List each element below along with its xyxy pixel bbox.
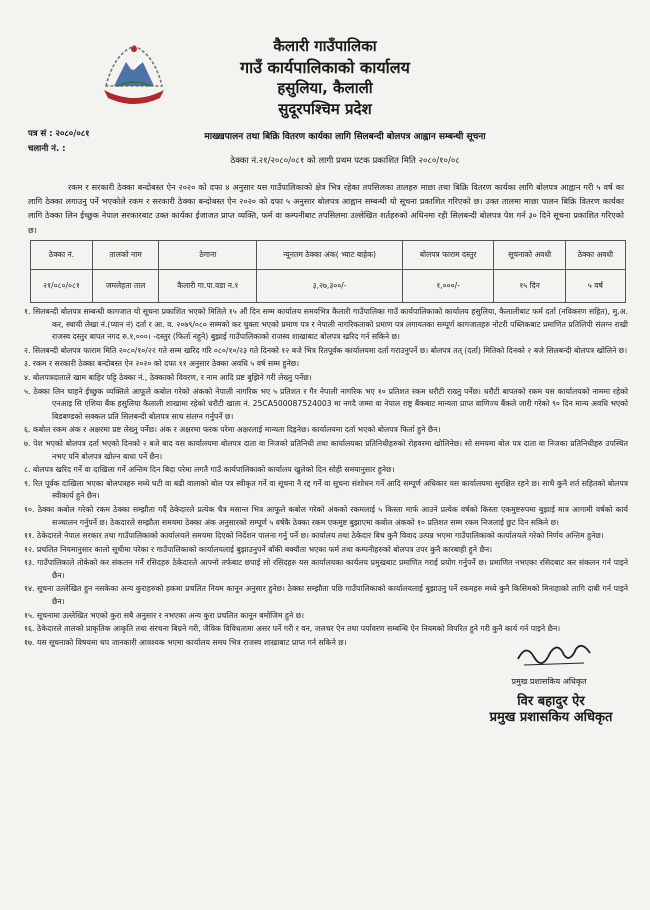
notice-subject: माख्खपालन तथा बिक्रि वितरण कार्यका लागि सिलबन्दी बोलपत्र आह्वान सम्बन्धी सूचना — [204, 132, 486, 142]
signatory-name: विर बहादुर ऐर — [517, 694, 585, 709]
table-cell-form-fee: १,०००/- — [402, 270, 494, 303]
column-header: तालको नाम — [93, 241, 159, 270]
header-location: हसुलिया, कैलाली — [277, 79, 373, 97]
term-clause: ७. पेश भएको बोलपत्र दर्ता भएको दिनको २ बजे बाद यस कार्यालयमा बोलपत्र दाता वा निजको प्रतिनिधी तथा कार्यालयका प्रतिनिधीहरुको रोहवरमा खोलिनेछ। सो समयमा बोल पत्र दाता वा निजका प्रतिनिधीहरु उपस्थित नभए पनि बोलपत्र खोल्न बाधा पर्ने छैन। — [24, 438, 628, 461]
tender-table-header-row — [31, 241, 626, 270]
term-clause: १०. ठेक्का कबोल गरेको रकम ठेक्का सम्झौता गर्दै ठेकेदारले प्रत्येक चैत्र मसान्त भित्र आफूले कबोल गरेको अंकको रकमलाई ५ किस्ता मार्फ आउने प्रत्येक वर्षको किस्ता एकमुष्टरुपमा बुझाई मात्र आगामी वर्षको कार्य सञ्चालन गर्नुपर्ने छ। ठेकदारले सम्झौता समयमा ठेक्का अंक अनुसारको सम्पूर्ण ५ वर्षकै ठेक्का रकम एकमुष्ट बुझाएमा कबोल अंकको १० प्रतिशत सम्म रकम निजलाई छुट दिन सकिने छ। — [24, 504, 628, 527]
header-province: सुदूरपश्चिम प्रदेश — [278, 100, 372, 118]
term-clause: १६. ठेकेदारले तालको प्राकृतिक आकृति तथा संरचना बिग्रने गरी, जैविक विविधतामा असर पर्ने गरी र वन, जलचर ऐन तथा पर्यावरण सम्बन्धि ऐन नियमको विपरित हुने गरी कुनै कार्य गर्न पाइने छैन। — [24, 624, 561, 634]
term-clause: ९. रित पूर्वक दाखिला भएका बोलपत्रहरु मध्ये घटी वा बढी वालाको बोल पत्र स्वीकृत गर्ने वा सूचना नै रद्द गर्ने वा सूचना संशोधन गर्ने आदि सम्पूर्ण अधिकार यस कार्यालयमा सुरक्षित रहने छ। साथै कुनै शर्त सहितको बोलपत्र स्वीकार्य हुने छैन। — [24, 478, 628, 501]
table-cell-tender-no: २१/०८०/०८१ — [31, 270, 93, 303]
table-cell-notice-period: १५ दिन — [494, 270, 565, 303]
column-header: ठेक्का अवधी — [565, 241, 625, 270]
table-cell-min-amount: ३,२७,३००/- — [257, 270, 402, 303]
handwritten-signature-icon — [514, 633, 594, 673]
header-municipality: कैलारी गाउँपालिका — [273, 37, 377, 55]
term-clause: ६. कबोल रकम अंक र अक्षरमा प्रष्ट लेख्नु पर्नेछ। अंक र अक्षरमा फरक परेमा अक्षरलाई मान्यता दिइनेछ। कार्यालयमा दर्ता भएको बोलपत्र फिर्ता हुने छैन। — [24, 425, 441, 435]
terms-list — [24, 306, 628, 650]
column-header: न्यूनतम ठेक्का अंक( भ्याट बाहेक) — [257, 241, 402, 270]
reference-number: पत्र सं : २०८०/०८१ — [28, 129, 90, 139]
table-row — [31, 270, 626, 303]
term-clause: ८. बोलपत्र खरिद गर्ने वा दाखिला गर्ने अन्तिम दिन बिदा परेमा लगतै गाउँ कार्यपालिकाको कार्यालय खुलेको दिन सोही समयानुसार हुनेछ। — [24, 465, 395, 475]
term-clause: २. सिलबन्दी बोलपत्र फाराम मिति २०८०/१०/२२ गते सम्म खरिद गरि ०८०/१०/२३ गते दिनको १२ बजे भित्र रितपूर्वक कार्यालयमा दर्ता गराउनुपर्ने छ। बोलपत्र तत् (दर्ता) मितिको दिनको २ बजे सिलबन्दी बोलपत्र खोलिने छ। — [24, 345, 628, 355]
table-cell-lake-name: जमलेहता ताल — [93, 270, 159, 303]
header-office: गाउँ कार्यपालिकाको कार्यालय — [240, 58, 410, 77]
signatory-block — [476, 694, 626, 726]
table-cell-contract-period: ५ वर्ष — [565, 270, 625, 303]
term-clause: ३. रकम र सरकारी ठेक्का बन्दोबस्त ऐन २०२० को दफा ११ अनुसार ठेक्का अवधि ५ वर्ष सम्म हुनेछ। — [24, 359, 300, 369]
table-cell-address: कैलारी गा.पा.वडा न.१ — [159, 270, 257, 303]
column-header: सूचनाको अवधी — [494, 241, 565, 270]
term-clause: ११. ठेकेदारले नेपाल सरकार तथा गाउँपालिकाको कार्यालयले समयमा दिएको निर्देशन पालना गर्नु पर्ने छ। कार्यालय तथा ठेकेदार बिच कुनै विवाद उत्पन्न भएमा गाउँपालिकाको कार्यालयले गरेको निर्णय अन्तिम हुनेछ। — [24, 531, 604, 541]
notice-publication-line: ठेक्का नं.२१/२०८०/०८१ को लागी प्रथम पटक प्रकाशित मिति २०८०/१०/०८ — [230, 156, 460, 166]
term-clause: १२. प्रचलित नियमानुसार कालो सूचीमा परेका र गाउँपालिकाको कार्यालयलाई बुझाउनुपर्ने बाँकी बक्यौता भएका फर्म तथा कम्पनीहरुको बोलपत्र उपर कुनै कारबाही हुने छैन। — [24, 544, 493, 554]
term-clause: १. सिलबन्दी बोलपत्र सम्बन्धी कागजात यो सूचना प्रकाशित भएको मितिले १५ औं दिन सम्म कार्यालय समयभित्र कैलारी गाउँपालिका गाउँ कार्यपालिकाको कार्यालय हसुलिया, कैलालीबाट फर्म दर्ता (नविकरण सहित), मु.अ. कर, स्थायी लेखा नं.(प्यान नं) दर्ता र आ. व. २०७९/०८० सम्मको कर चुक्ता भएको प्रमाण पत्र र नेपाली नागरिकताको प्रमाण पत्र लगायतका सम्पूर्ण कागजातहरु नोटरी पब्लिकबाट प्रमाणित प्रतिलिपी संलग्न राखी राजस्व दस्तुर बापत नगद रु.१,०००। -दस्तुर (फिर्ता नहुने) बुझाई गाउँपालिकाको राजस्व शाखाबाट बोलपत्र खरिद गर्न सकिने छ। — [24, 307, 628, 342]
signatory-title: प्रमुख प्रशासकिय अधिकृत — [489, 710, 613, 725]
term-clause: १३. गाउँपालिकाले तोकेको कर संकलन गर्ने रसिदहरु ठेकेदारले आफ्नो तर्फबाट छपाई सो रसिदहरु यस कार्यालयका कार्यलय प्रमुखबाट प्रमाणित गराई प्रयोग गर्नुपर्ने छ। प्रमाणित नभएका रसिदबाट कर संकलन गर्न पाइने छैन। — [24, 558, 628, 580]
dispatch-number: चलानी नं. : — [28, 144, 66, 154]
column-header: बोलपत्र फाराम दस्तुर — [402, 241, 494, 270]
term-clause: १५. सूचनामा उल्लेखित भएको कुरा सबै अनुसार र नभएका अन्य कुरा प्रचलित कानून बमोजिम हुने छ। — [24, 610, 305, 620]
term-clause: ५. ठेक्का लिन चाहने ईच्छुक व्यक्तिले आफूले कबोल गरेको अंकको नेपाली नागरिक भए ५ प्रतिशत र गैर नेपाली नागरिक भए १० प्रतिशत रकम धरौटी राख्नु पर्नेछ। धरौटी बापतको रकम यस कार्यालयको नाममा रहेको एनआइ सि एशिया बैंक हसुलिया कैलाली शाखामा रहेको धरौटी खाता नं. 25CA500087524003 मा नगदै जम्मा वा नेपाल राष्ट्र बैंकबाट मान्यता प्राप्त वाणिज्य बैंकले जारी गरेको ९० दिन मान्य अवधि भएको बिडबण्डको सक्कल प्रति सिलबन्दी बोलपत्र साथ संलग्न गर्नुपर्ने छ। — [24, 386, 628, 421]
column-header: ठेगाना — [159, 241, 257, 270]
term-clause: ४. बोलपत्रदाताले खाम बाहिर पट्टि ठेक्का नं., ठेक्काको विवरण, र नाम आदि प्रष्ट बुझिने गरी लेख्नु पर्नेछ। — [24, 372, 312, 382]
tender-table — [30, 240, 626, 303]
term-clause: १७. यस सूचनाको विषयमा थप जानकारी आवश्यक भएमा कार्यालय समय भित्र राजस्व शाखाबाट प्राप्त गर्न सकिने छ। — [24, 637, 347, 647]
term-clause: १४. सूचना उल्लेखित हुन नसकेका अन्य कुराहरुको हकमा प्रचलित नियम कानून अनुसार हुनेछ। ठेक्का सम्झौता पछि गाउँपालिकाको कार्यालयलाई बुझाउनु पर्ने रकमहरु मध्ये कुनै किसिमको मिनाहाको लागि दाबी गर्न पाइने छैन। — [24, 584, 628, 607]
notice-intro-paragraph: रकम र सरकारी ठेक्का बन्दोबस्त ऐन २०२० को दफा ४ अनुसार यस गाउँपालिकाको क्षेत्र भित्र रहेका तपसिलका तालहरु माछा तथा बिक्रि वितरण कार्यका लागि बोलपत्र आह्वान गरी ५ वर्ष का लागि ठेक्का लगाउनु पर्ने भएकोले रकम र सरकारी ठेक्का बन्दोबस्त ऐन २०२० को दफा ५ अनुसार बोलपत्र आह्वान सम्बन्धी यो सूचना प्रकाशित गरिएको छ। उक्त तालमा माछा पालन बिक्रि वितरण कार्यका लागि ठेक्का लिन ईच्छुक नेपाल सरकारबाट उक्त कार्यका ईजाजत प्राप्त व्यक्ति, फर्म वा कम्पनीबाट तपसिलमा उल्लेखित शर्तहरुको अधिनमा रही सिलबन्दी बोलपत्र पेश गर्न ३० दिने सूचना प्रकाशित गरिएको छ। — [28, 182, 624, 235]
signature-title-small: प्रमुख प्रशासकिय अधिकृत — [511, 677, 587, 686]
column-header: ठेक्का नं. — [31, 241, 93, 270]
